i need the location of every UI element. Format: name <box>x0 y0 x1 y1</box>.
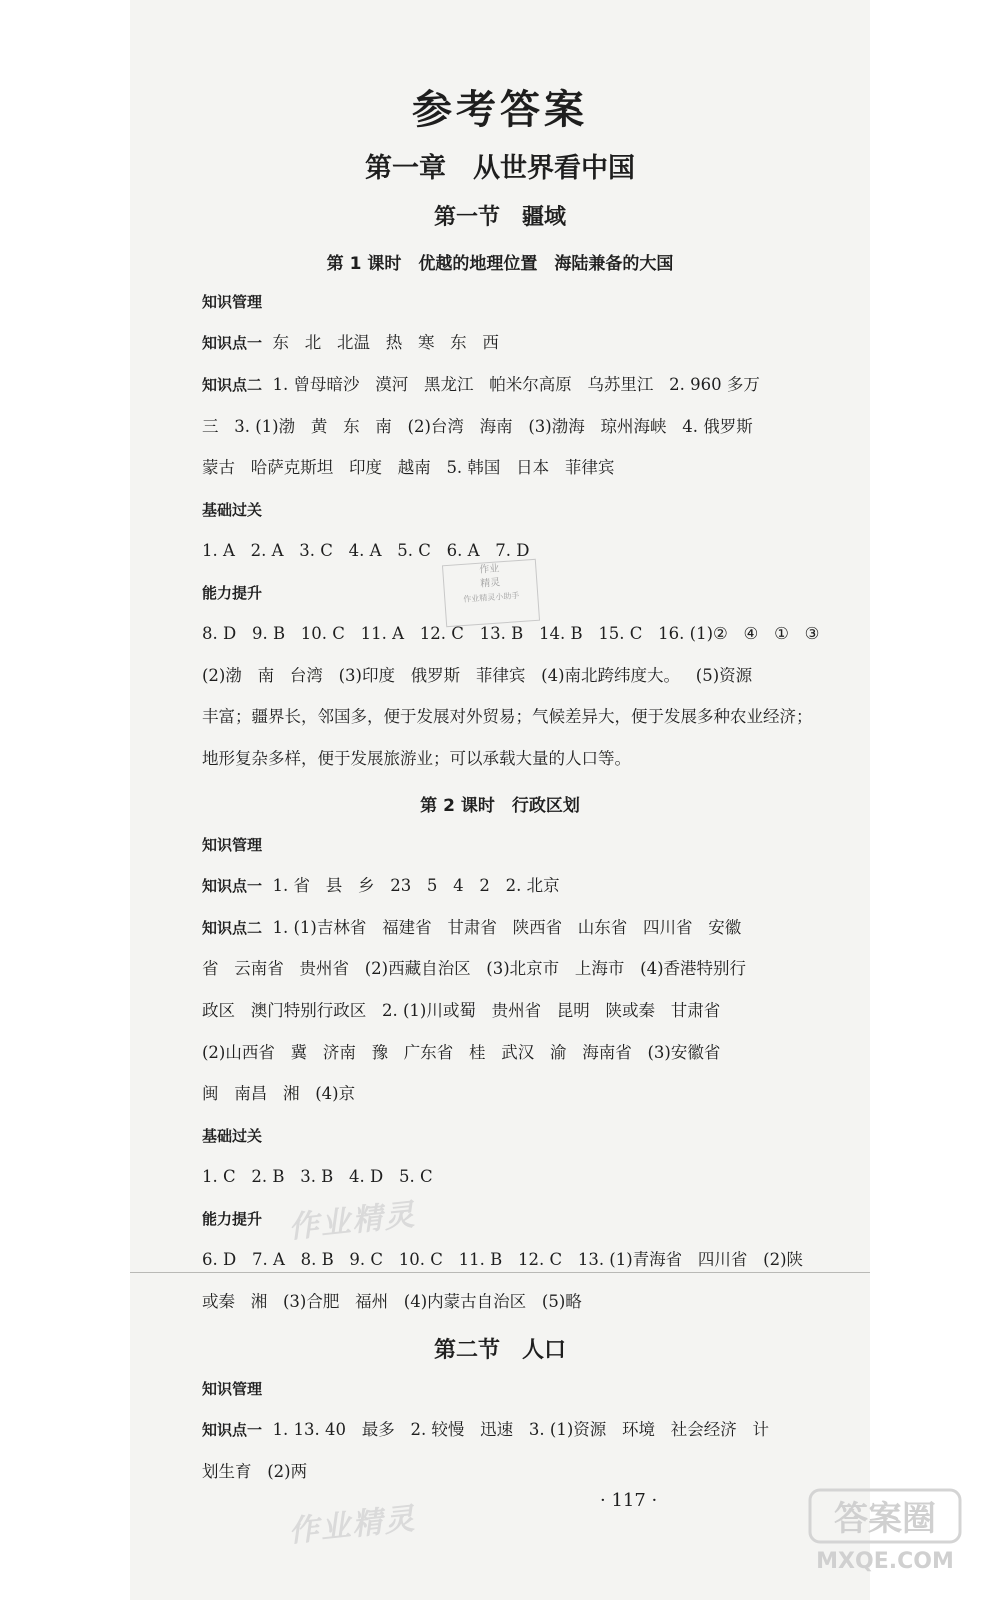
k2-text: 1. (1)吉林省 福建省 甘肃省 陕西省 山东省 四川省 安徽 <box>262 918 742 937</box>
lesson-2-zhishi-heading: 知识管理 <box>202 836 263 854</box>
lesson-1-k2-line1 <box>202 374 850 396</box>
section-2-k1-line2: 划生育 (2)两 <box>202 1462 308 1481</box>
page-title: 参考答案 <box>412 87 588 133</box>
lesson-1-jichu-answers: 1. A 2. A 3. C 4. A 5. C 6. A 7. D <box>202 541 530 560</box>
lesson-1-nengli-line1: 8. D 9. B 10. C 11. A 12. C 13. B 14. B 15. C 16. (1)② ④ ① ③ <box>202 624 820 643</box>
lesson-2-title: 第 2 课时 行政区划 <box>420 796 580 816</box>
k1-label: 知识点一 <box>202 334 263 352</box>
section-heading-2: 第二节 人口 <box>433 1338 566 1363</box>
lesson-2-k2-line1 <box>202 917 850 939</box>
watermark-text-2: 作业精灵 <box>286 1501 418 1550</box>
stamp-line3: 作业精灵小助手 <box>463 591 520 604</box>
lesson-2-nengli-line1: 6. D 7. A 8. B 9. C 10. C 11. B 12. C 13. (1)青海省 四川省 (2)陕 <box>202 1250 804 1269</box>
stamp-line2: 精灵 <box>479 577 501 590</box>
lesson-1-nengli-heading: 能力提升 <box>202 584 263 602</box>
answer-circle-logo <box>808 1486 968 1576</box>
stamp-watermark <box>442 559 540 627</box>
section-2-k1-line1 <box>202 1419 850 1441</box>
lesson-1-k2-line3: 蒙古 哈萨克斯坦 印度 越南 5. 韩国 日本 菲律宾 <box>202 458 615 477</box>
lesson-2-k2-line3: 政区 澳门特别行政区 2. (1)川或蜀 贵州省 昆明 陕或秦 甘肃省 <box>202 1001 721 1020</box>
k1-text: 东 北 北温 热 寒 东 西 <box>262 333 499 352</box>
k2-label: 知识点二 <box>202 919 263 937</box>
chapter-heading: 第一章 从世界看中国 <box>365 153 635 184</box>
k2-label: 知识点二 <box>202 376 263 394</box>
lesson-1-zhishi-heading: 知识管理 <box>202 293 263 311</box>
k1-label: 知识点一 <box>202 877 263 895</box>
logo-en-text: MXQE.COM <box>816 1549 954 1574</box>
logo-cn-text: 答案圈 <box>834 1499 936 1539</box>
lesson-2-nengli-line2: 或秦 湘 (3)合肥 福州 (4)内蒙古自治区 (5)略 <box>202 1292 582 1311</box>
lesson-2-jichu-heading: 基础过关 <box>202 1127 263 1145</box>
fold-line <box>130 1272 870 1273</box>
lesson-2-k2-line5: 闽 南昌 湘 (4)京 <box>202 1084 356 1103</box>
k1-text: 1. 省 县 乡 23 5 4 2 2. 北京 <box>262 876 560 895</box>
k1-text: 1. 13. 40 最多 2. 较慢 迅速 3. (1)资源 环境 社会经济 计 <box>262 1420 769 1439</box>
lesson-2-jichu-answers: 1. C 2. B 3. B 4. D 5. C <box>202 1167 433 1186</box>
lesson-1-k2-line2: 三 3. (1)渤 黄 东 南 (2)台湾 海南 (3)渤海 琼州海峡 4. 俄罗斯 <box>202 417 753 436</box>
k1-label: 知识点一 <box>202 1421 263 1439</box>
lesson-1-jichu-heading: 基础过关 <box>202 501 263 519</box>
page-number: · 117 · <box>600 1490 658 1511</box>
lesson-2-nengli-heading: 能力提升 <box>202 1210 263 1228</box>
lesson-1-nengli-line2: (2)渤 南 台湾 (3)印度 俄罗斯 菲律宾 (4)南北跨纬度大。 (5)资源 <box>202 666 753 685</box>
lesson-1-k1 <box>202 332 850 354</box>
stamp-line1: 作业 <box>479 563 500 576</box>
watermark-text-1: 作业精灵 <box>286 1197 418 1246</box>
lesson-1-title: 第 1 课时 优越的地理位置 海陆兼备的大国 <box>326 254 674 274</box>
lesson-1-nengli-line4: 地形复杂多样，便于发展旅游业；可以承载大量的人口等。 <box>202 749 631 768</box>
section-2-zhishi-heading: 知识管理 <box>202 1380 263 1398</box>
lesson-2-k2-line4: (2)山西省 冀 济南 豫 广东省 桂 武汉 渝 海南省 (3)安徽省 <box>202 1043 721 1062</box>
k2-text: 1. 曾母暗沙 漠河 黑龙江 帕米尔高原 乌苏里江 2. 960 多万 <box>262 375 760 394</box>
section-heading-1: 第一节 疆域 <box>433 205 566 230</box>
lesson-2-k1 <box>202 875 850 897</box>
lesson-2-k2-line2: 省 云南省 贵州省 (2)西藏自治区 (3)北京市 上海市 (4)香港特别行 <box>202 959 747 978</box>
lesson-1-nengli-line3: 丰富；疆界长，邻国多，便于发展对外贸易；气候差异大，便于发展多种农业经济； <box>202 707 813 726</box>
